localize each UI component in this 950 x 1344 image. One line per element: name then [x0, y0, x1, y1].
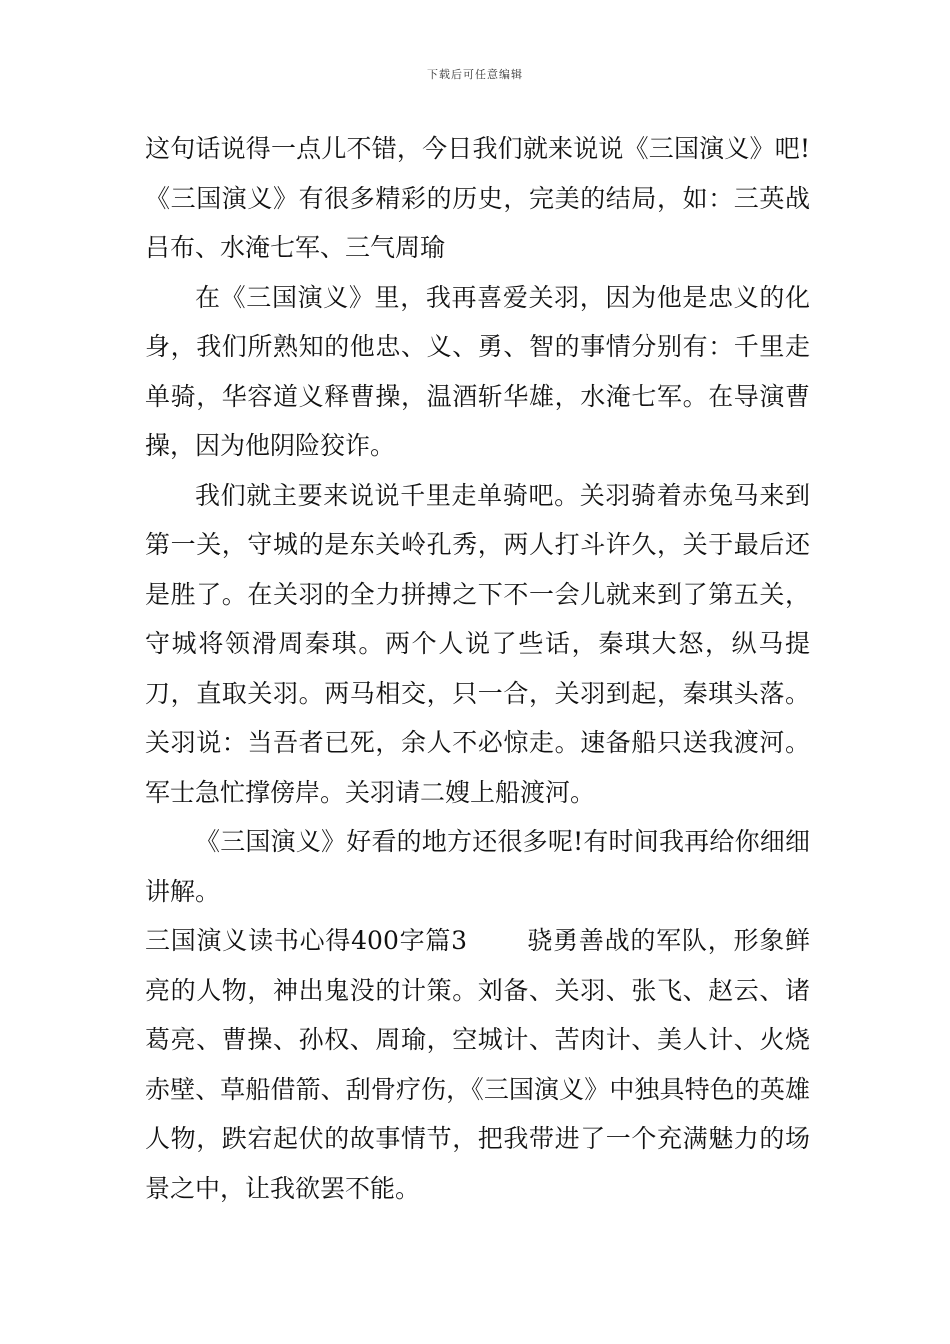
paragraph-intro: 这句话说得一点儿不错，今日我们就来说说《三国演义》吧!《三国演义》有很多精彩的历史，完美的结局，如：三英战吕布、水淹七军、三气周瑜	[145, 134, 810, 262]
paragraph-essay-3: 三国演义读书心得400字篇3 骁勇善战的军队，形象鲜亮的人物，神出鬼没的计策。刘备、关羽、张飞、赵云、诸葛亮、曹操、孙权、周瑜，空城计、苦肉计、美人计、火烧赤壁、草船借箭、刮骨疗伤，《三国演义》中独具特色的英雄人物，跌宕起伏的故事情节，把我带进了一个充满魅力的场景之中，让我欲罢不能。	[145, 926, 810, 1203]
paragraph-single-ride: 我们就主要来说说千里走单骑吧。关羽骑着赤兔马来到第一关，守城的是东关岭孔秀，两人打斗许久，关于最后还是胜了。在关羽的全力拼搏之下不一会儿就来到了第五关，守城将领滑周秦琪。两个人说了些话，秦琪大怒，纵马提刀，直取关羽。两马相交，只一合，关羽到起，秦琪头落。关羽说：当吾者已死，余人不必惊走。速备船只送我渡河。军士急忙撑傍岸。关羽请二嫂上船渡河。	[145, 480, 810, 807]
document-body	[145, 124, 810, 1213]
paragraph-closing: 《三国演义》好看的地方还很多呢!有时间我再给你细细讲解。	[145, 827, 810, 906]
page-header-note: 下载后可任意编辑	[427, 68, 523, 81]
paragraph-guan-yu: 在《三国演义》里，我再喜爱关羽，因为他是忠义的化身，我们所熟知的他忠、义、勇、智的事情分别有：千里走单骑，华容道义释曹操，温酒斩华雄，水淹七军。在导演曹操，因为他阴险狡诈。	[145, 282, 810, 460]
